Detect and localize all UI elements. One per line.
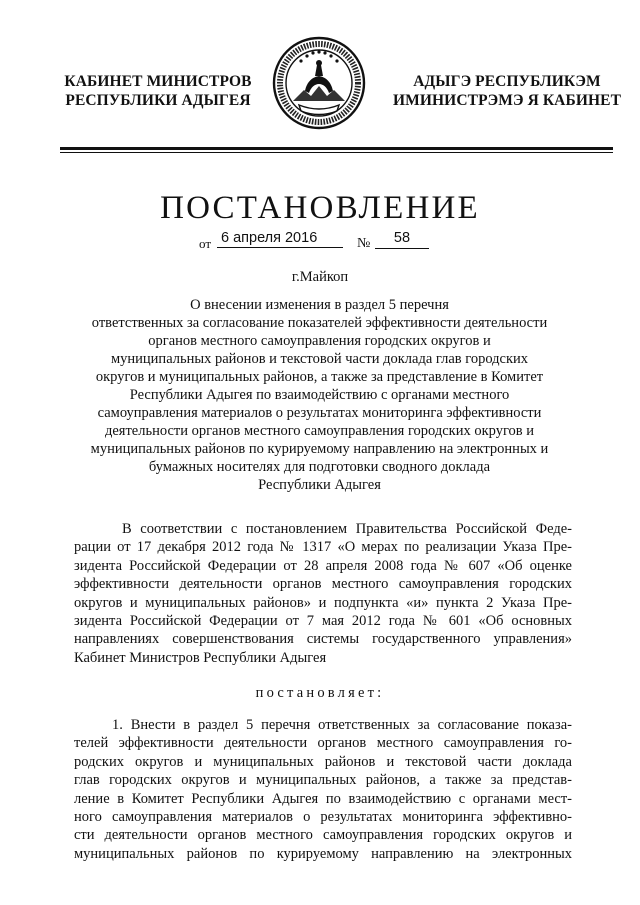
preamble-line: зидента Российской Федерации от 7 мая 2012 года № 601 «Об основных [74,613,572,630]
item-1-line: родских округов и муниципальных районов и текстовой части доклада [74,753,572,770]
subject-line: Республики Адыгея [258,477,381,493]
subject-line: муниципальных районов и текстовой части доклада глав городских [110,351,529,367]
header-divider-thick [60,147,613,150]
item-1-line: ление в Комитет Республики Адыгея по взаимодействию с органами мест- [74,790,572,807]
subject-line: деятельности органов местного самоуправления городских округов и [104,423,535,439]
item-1-paragraph [74,716,572,863]
date-number-line [199,229,439,255]
resolves-heading: постановляет: [255,685,385,701]
document-title: ПОСТАНОВЛЕНИЕ [160,190,480,226]
header-left-line-2: РЕСПУБЛИКИ АДЫГЕЯ [65,92,251,109]
subject-line: органов местного самоуправления городских округов и [148,333,491,349]
subject-line: ответственных за согласование показателей эффективности деятельности [91,315,548,331]
header-right-line-1: АДЫГЭ РЕСПУБЛИКЭМ [413,73,601,90]
preamble-line: округов и муниципальных районов» и подпункта «и» пункта 2 Указа Пре- [74,594,572,611]
preamble-line: Кабинет Министров Республики Адыгея [74,649,327,666]
number-label: № [357,236,371,251]
subject-line: О внесении изменения в раздел 5 перечня [190,297,449,313]
subject-line: Республики Адыгея по взаимодействию с органами местного [129,387,510,403]
header-divider-thin [60,152,613,153]
item-1-line: муниципальных районов по курируемому направлению на электронных [74,845,572,862]
subject-line: муниципальных районов по курируемому направлению на электронных и [90,441,549,457]
preamble-line: эффективности деятельности органов местного самоуправления городских [74,576,572,593]
item-1-line: телей эффективности деятельности органов местного самоуправления го- [74,735,572,752]
city: г.Майкоп [291,269,349,285]
adygea-coat-of-arms-icon [271,35,367,131]
preamble-paragraph [74,520,572,667]
preamble-line: зидента Российской Федерации от 28 апреля 2008 года № 607 «Об оценке [74,557,572,574]
number-field: 58 [375,229,429,249]
item-1-line: глав городских округов и муниципальных районов, а также за представ- [74,772,572,789]
item-1-line: сти деятельности органов местного самоуправления городских округов и [74,827,572,844]
header-left-line-1: КАБИНЕТ МИНИСТРОВ [64,73,252,90]
date-field: 6 апреля 2016 [217,229,343,248]
item-1-line: 1. Внести в раздел 5 перечня ответственных за согласование показа- [112,717,572,733]
subject-line: округов и муниципальных районов, а также за представление в Комитет [95,369,544,385]
preamble-line: В соответствии с постановлением Правительства Российской Феде- [122,521,572,537]
preamble-line: направлениях совершенствования системы государственного управления» [74,631,572,648]
date-from-label: от [199,236,212,251]
preamble-line: рации от 17 декабря 2012 года № 1317 «О мерах по реализации Указа Пре- [74,539,572,556]
subject-block [62,296,577,494]
header-right [390,72,624,110]
subject-line: самоуправления материалов о результатах мониторинга эффективности [97,405,542,421]
header-right-line-2: ИМИНИСТРЭМЭ Я КАБИНЕТ [392,92,622,109]
header-left [48,72,268,110]
subject-line: бумажных носителях для подготовки сводного доклада [148,459,491,475]
item-1-line: ного самоуправления материалов о результатах мониторинга эффективно- [74,809,572,826]
